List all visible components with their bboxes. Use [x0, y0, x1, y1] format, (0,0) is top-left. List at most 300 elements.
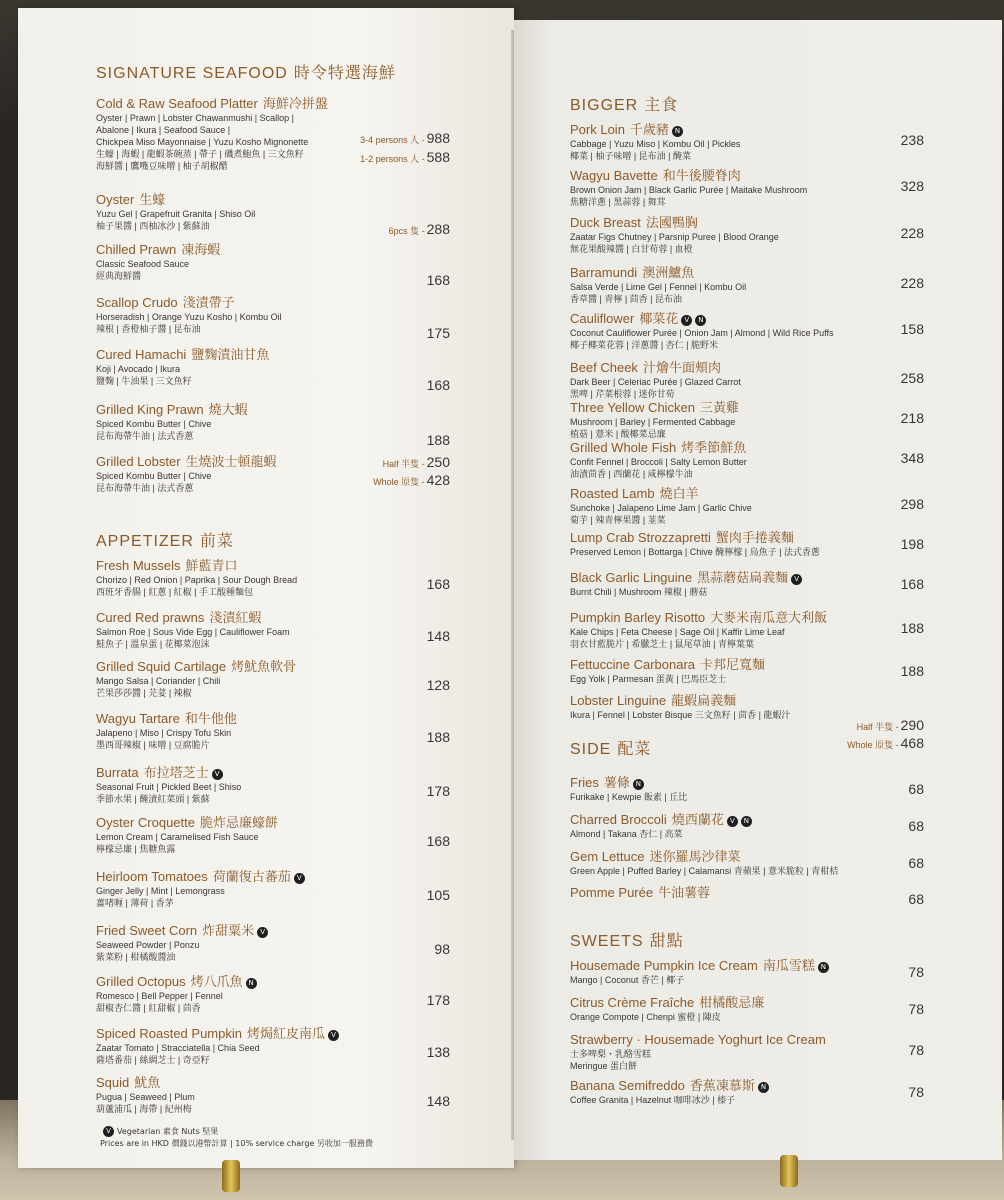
menu-item-price: [908, 855, 924, 871]
menu-page-right: [514, 20, 1002, 1160]
menu-item: [570, 657, 765, 685]
menu-item-name-en: Duck Breast: [570, 215, 641, 230]
menu-item-price: [389, 221, 450, 237]
menu-item-description: 羽衣甘藍脆片 | 希臘芝士 | 鼠尾草油 | 青檸葉葉: [570, 639, 755, 649]
menu-item-description: 椰子椰菜花蓉 | 洋蔥醬 | 杏仁 | 脆野米: [570, 340, 719, 350]
menu-item-price: [908, 1001, 924, 1017]
section-title-zh: 配菜: [617, 741, 652, 758]
menu-item-description: Seasonal Fruit | Pickled Beet | Shiso: [96, 782, 242, 792]
vegetarian-icon: V: [681, 315, 692, 326]
menu-item-description: Horseradish | Orange Yuzu Kosho | Kombu Oil: [96, 312, 282, 322]
menu-item-description: Pugua | Seaweed | Plum: [96, 1092, 195, 1102]
price-portion-label: Half 半隻 -: [382, 459, 425, 469]
price-value: 168: [426, 377, 450, 393]
menu-item-price: [427, 1044, 450, 1060]
menu-item-description: 昆布海帶牛油 | 法式香蔥: [96, 431, 194, 441]
price-value: 68: [908, 891, 924, 907]
section-title-en: SIGNATURE SEAFOOD: [96, 65, 288, 82]
price-value: 178: [426, 992, 450, 1008]
menu-item-price: [908, 781, 924, 797]
menu-item-name: [570, 122, 740, 138]
menu-item: [570, 440, 747, 480]
section-title-en: SIDE: [570, 741, 612, 758]
menu-item-name-en: Barramundi: [570, 265, 638, 280]
menu-item-name: [570, 885, 710, 901]
menu-item-name-zh: 燒白羊: [659, 486, 699, 501]
menu-item-price: [434, 941, 450, 957]
menu-item-name-zh: 淺漬紅蝦: [209, 610, 262, 625]
menu-item: [570, 570, 802, 598]
menu-item: [96, 558, 297, 598]
nuts-icon: N: [741, 816, 752, 827]
menu-item-name-zh: 三黃雞: [700, 400, 740, 415]
menu-item: [570, 486, 752, 526]
price-value: 468: [900, 735, 924, 751]
menu-item-name-en: Oyster Croquette: [96, 815, 195, 830]
menu-item-description: Zaatar Tomato | Stracciatella | Chia Seed: [96, 1043, 260, 1053]
menu-item: [96, 192, 255, 232]
menu-item-name-zh: 生燒波士頓龍蝦: [185, 454, 277, 469]
vegetarian-icon: V: [294, 873, 305, 884]
menu-item-description: Meringue 蛋白餅: [570, 1061, 638, 1071]
menu-item-price: [360, 149, 450, 165]
menu-item-name-en: Wagyu Bavette: [570, 168, 658, 183]
price-value: 158: [900, 321, 924, 337]
vegetarian-icon: V: [791, 574, 802, 585]
menu-item-price: [901, 370, 924, 386]
menu-item-name: [96, 558, 297, 574]
menu-item-description: Egg Yolk | Parmesan 蛋黃 | 巴馬臣芝士: [570, 674, 727, 684]
menu-item: [570, 265, 746, 305]
menu-item-description: 紫菜粉 | 柑橘酸醬油: [96, 952, 176, 962]
menu-item-description: Yuzu Gel | Grapefruit Granita | Shiso Oil: [96, 209, 256, 219]
nuts-icon: N: [818, 962, 829, 973]
vegetarian-icon: V: [727, 816, 738, 827]
menu-item-name-en: Housemade Pumpkin Ice Cream: [570, 958, 758, 973]
menu-item: [96, 1075, 195, 1115]
menu-item-name-zh: 烤焗紅皮南瓜: [246, 1026, 325, 1041]
menu-item-price: [847, 735, 924, 751]
menu-item-name-zh: 椰菜花: [639, 311, 679, 326]
menu-item-description: 生蠔 | 海蝦 | 龍蝦茶碗蒸 | 帶子 | 磯煮鮑魚 | 三文魚籽: [96, 149, 304, 159]
menu-item-name: [96, 192, 255, 208]
price-value: 288: [426, 221, 450, 237]
price-value: 78: [908, 1084, 924, 1100]
menu-item-description: Preserved Lemon | Bottarga | Chive 醃檸檬 | 烏魚子 | 法式香蔥: [570, 547, 820, 557]
menu-item-description: 焦糖洋蔥 | 黑蒜蓉 | 舞茸: [570, 197, 666, 207]
menu-item-price: [901, 663, 924, 679]
menu-item: [570, 530, 820, 558]
price-value: 138: [426, 1044, 450, 1060]
menu-item-price: [427, 729, 450, 745]
menu-item-name-en: Burrata: [96, 765, 139, 780]
menu-item-description: Mango | Coconut 香芒 | 椰子: [570, 975, 685, 985]
menu-item-name: [570, 958, 829, 974]
vegetarian-icon: V: [103, 1126, 114, 1137]
menu-item-name-en: Cured Red prawns: [96, 610, 205, 625]
menu-item-description: 油漬茴香 | 西蘭花 | 咸檸檬牛油: [570, 469, 693, 479]
menu-item-name-zh: 澳洲鱸魚: [642, 265, 695, 280]
menu-item-description: Brown Onion Jam | Black Garlic Purée | Maitake Mushroom: [570, 185, 808, 195]
menu-stand-left: [222, 1160, 240, 1192]
menu-item-description: 經典海鮮醬: [96, 271, 142, 281]
menu-item: [96, 974, 257, 1014]
menu-item-description: Green Apple | Puffed Barley | Calamansi 青蘋果 | 薏米脆粒 | 青柑桔: [570, 866, 839, 876]
menu-item-price: [901, 620, 924, 636]
menu-item: [96, 1026, 339, 1066]
menu-item-name: [570, 657, 765, 673]
menu-item-name: [96, 295, 282, 311]
menu-item-price: [908, 964, 924, 980]
price-value: 188: [900, 663, 924, 679]
menu-item-name: [570, 995, 764, 1011]
menu-item-name: [96, 923, 268, 939]
price-value: 290: [900, 717, 924, 733]
menu-item-name-en: Fries: [570, 775, 599, 790]
menu-item-price: [901, 536, 924, 552]
price-value: 218: [900, 410, 924, 426]
menu-item-description: Abalone | Ikura | Seafood Sauce |: [96, 125, 231, 135]
menu-item-name-zh: 黑蒜蘑菇扁義麵: [697, 570, 789, 585]
menu-item-description: 甜椒杏仁醬 | 紅甜椒 | 茴香: [96, 1003, 201, 1013]
menu-item-name: [570, 440, 747, 456]
menu-item-name-en: Grilled Whole Fish: [570, 440, 677, 455]
menu-item-description: Classic Seafood Sauce: [96, 259, 190, 269]
menu-item-description: Jalapeno | Miso | Crispy Tofu Skin: [96, 728, 232, 738]
section-title-zh: 甜點: [649, 933, 684, 950]
menu-item: [96, 711, 237, 751]
footer-note: Prices are in HKD 價錢以港幣計算 | 10% service charge 另收加一服務費: [100, 1139, 373, 1148]
price-value: 188: [900, 620, 924, 636]
menu-item-name: [96, 974, 257, 990]
menu-item-name-en: Pumpkin Barley Risotto: [570, 610, 706, 625]
price-portion-label: 3-4 persons 人 -: [360, 135, 425, 145]
menu-item-price: [427, 677, 450, 693]
menu-item: [570, 995, 764, 1023]
menu-item-price: [427, 325, 450, 341]
menu-item-name: [570, 570, 802, 586]
menu-item-name: [570, 168, 807, 184]
menu-item-description: 柚子果醬 | 西柚冰沙 | 紫蘇油: [96, 221, 210, 231]
menu-item-name: [570, 849, 838, 865]
menu-item-description: Spiced Kombu Butter | Chive: [96, 419, 212, 429]
price-value: 328: [900, 178, 924, 194]
menu-item-name-en: Squid: [96, 1075, 130, 1090]
menu-item-price: [908, 1042, 924, 1058]
menu-item-name-en: Banana Semifreddo: [570, 1078, 685, 1093]
menu-item-name-en: Grilled Lobster: [96, 454, 181, 469]
price-value: 588: [426, 149, 450, 165]
menu-item: [570, 400, 739, 440]
menu-item-name-en: Grilled Squid Cartilage: [96, 659, 227, 674]
menu-item-name-zh: 烤魷魚軟骨: [231, 659, 297, 674]
price-value: 148: [426, 628, 450, 644]
menu-item-description: 西班牙香腸 | 紅蔥 | 紅椒 | 手工酸種麵包: [96, 587, 254, 597]
menu-item: [570, 1078, 769, 1106]
menu-item: [570, 122, 740, 162]
menu-item-description: 海鮮醬 | 鷹嘴豆味噌 | 柚子胡椒醋: [96, 161, 228, 171]
section-title-en: SWEETS: [570, 933, 644, 950]
menu-item: [570, 849, 838, 877]
price-value: 348: [900, 450, 924, 466]
menu-item-price: [427, 783, 450, 799]
price-value: 68: [908, 781, 924, 797]
menu-item-description: 士多啤梨・乳酪雪糕: [570, 1049, 652, 1059]
menu-item-price: [373, 472, 450, 488]
menu-item-description: Ikura | Fennel | Lobster Bisque 三文魚籽 | 茴香 | 龍蝦汁: [570, 710, 791, 720]
menu-item-description: Spiced Kombu Butter | Chive: [96, 471, 212, 481]
menu-item-description: Salsa Verde | Lime Gel | Fennel | Kombu Oil: [570, 282, 747, 292]
menu-item-description: Romesco | Bell Pepper | Fennel: [96, 991, 223, 1001]
menu-item-price: [901, 275, 924, 291]
menu-item-price: [857, 717, 924, 733]
footer-legend: Vegetarian 素食 Nuts 堅果: [117, 1127, 219, 1136]
menu-item-name-zh: 法國鴨胸: [645, 215, 698, 230]
menu-item-price: [908, 1084, 924, 1100]
menu-item-description: Lemon Cream | Caramelised Fish Sauce: [96, 832, 259, 842]
menu-item-description: Mango Salsa | Coriander | Chili: [96, 676, 221, 686]
section-title: [570, 736, 651, 759]
menu-item-name: [570, 486, 752, 502]
menu-page-left: [18, 8, 514, 1168]
menu-item-name-zh: 布拉塔芝士: [143, 765, 209, 780]
menu-item-name: [96, 242, 220, 258]
menu-item-description: 鮭魚子 | 溫泉蛋 | 花椰菜泡沫: [96, 639, 210, 649]
price-portion-label: Whole 原隻 -: [373, 477, 425, 487]
menu-item-description: Sunchoke | Jalapeno Lime Jam | Garlic Chive: [570, 503, 752, 513]
menu-item-name-en: Three Yellow Chicken: [570, 400, 696, 415]
price-value: 168: [426, 833, 450, 849]
price-value: 68: [908, 818, 924, 834]
menu-item-name-en: Lump Crab Strozzapretti: [570, 530, 711, 545]
menu-item-name-zh: 鹽麴漬油甘魚: [191, 347, 270, 362]
price-value: 250: [426, 454, 450, 470]
menu-item-description: Orange Compote | Chenpi 蜜橙 | 陳皮: [570, 1012, 721, 1022]
menu-item-name: [570, 610, 827, 626]
menu-item: [570, 885, 710, 901]
menu-item-price: [427, 272, 450, 288]
menu-item-name: [570, 311, 833, 327]
menu-item-name: [570, 1078, 769, 1094]
menu-item-description: 薩塔番茄 | 絲綢芝士 | 奇亞籽: [96, 1055, 210, 1065]
menu-item-name-zh: 大麥米南瓜意大利飯: [710, 610, 828, 625]
menu-item-name-en: Grilled King Prawn: [96, 402, 204, 417]
menu-item-price: [427, 628, 450, 644]
menu-item-name-zh: 柑橘酸忌廉: [699, 995, 765, 1010]
price-value: 168: [426, 576, 450, 592]
menu-item-name: [570, 1032, 826, 1048]
menu-item-name-en: Charred Broccoli: [570, 812, 667, 827]
menu-item-name: [96, 347, 269, 363]
price-value: 128: [426, 677, 450, 693]
menu-item-description: Coffee Granita | Hazelnut 咖啡冰沙 | 榛子: [570, 1095, 736, 1105]
menu-item-description: 墨西哥辣椒 | 味噌 | 豆腐脆片: [96, 740, 210, 750]
section-title: [96, 528, 234, 551]
menu-item-name-en: Spiced Roasted Pumpkin: [96, 1026, 242, 1041]
section-title-en: BIGGER: [570, 97, 639, 114]
menu-item: [96, 765, 241, 805]
menu-item-name-en: Fresh Mussels: [96, 558, 181, 573]
menu-item-name: [96, 402, 248, 418]
menu-item-description: Chickpea Miso Mayonnaise | Yuzu Kosho Mignonette: [96, 137, 309, 147]
menu-item-name-zh: 薯條: [603, 775, 630, 790]
menu-item-description: 季節水果 | 醃漬紅菜頭 | 紫蘇: [96, 794, 210, 804]
menu-item-description: Salmon Roe | Sous Vide Egg | Cauliflower Foam: [96, 627, 290, 637]
menu-item-price: [383, 454, 450, 470]
menu-item: [570, 775, 687, 803]
menu-item-description: 薑啫喱 | 薄荷 | 香茅: [96, 898, 174, 908]
menu-item-name: [96, 711, 237, 727]
price-value: 258: [900, 370, 924, 386]
menu-item-description: Chorizo | Red Onion | Paprika | Sour Dough Bread: [96, 575, 298, 585]
menu-item-description: Coconut Cauliflower Purée | Onion Jam | Almond | Wild Rice Puffs: [570, 328, 834, 338]
menu-item-name-zh: 燒西蘭花: [671, 812, 724, 827]
price-value: 175: [426, 325, 450, 341]
menu-item: [570, 311, 833, 351]
menu-item-name: [96, 1026, 339, 1042]
price-portion-label: 1-2 persons 人 -: [360, 154, 425, 164]
nuts-icon: N: [672, 126, 683, 137]
price-value: 168: [426, 272, 450, 288]
price-value: 298: [900, 496, 924, 512]
menu-item-name-zh: 香蕉凍慕斯: [689, 1078, 755, 1093]
menu-stand-right: [780, 1155, 798, 1187]
menu-item-name-en: Strawberry · Housemade Yoghurt Ice Cream: [570, 1032, 826, 1047]
menu-item: [570, 168, 807, 208]
menu-item-name-en: Heirloom Tomatoes: [96, 869, 208, 884]
menu-item-description: Zaatar Figs Chutney | Parsnip Puree | Blood Orange: [570, 232, 779, 242]
menu-item-price: [901, 225, 924, 241]
menu-item-description: 昆布海帶牛油 | 法式香蔥: [96, 483, 194, 493]
menu-item-price: [427, 833, 450, 849]
menu-item: [570, 610, 827, 650]
menu-item: [570, 360, 741, 400]
menu-item-name-zh: 脆炸忌廉蠔餅: [200, 815, 279, 830]
menu-item-description: Dark Beer | Celeriac Purée | Glazed Carrot: [570, 377, 741, 387]
menu-item-name-zh: 鮮藍青口: [185, 558, 238, 573]
menu-item-description: Cabbage | Yuzu Miso | Kombu Oil | Pickles: [570, 139, 741, 149]
menu-item-description: Confit Fennel | Broccoli | Salty Lemon Butter: [570, 457, 747, 467]
menu-item-name-en: Gem Lettuce: [570, 849, 645, 864]
section-title: [570, 92, 678, 115]
menu-item-description: 植菇 | 薏米 | 酸椰菜忌廉: [570, 429, 666, 439]
menu-item-price: [901, 178, 924, 194]
menu-item-name-en: Scallop Crudo: [96, 295, 178, 310]
menu-item-name-zh: 和牛後腰脊肉: [662, 168, 741, 183]
vegetarian-icon: V: [212, 769, 223, 780]
menu-item-description: Seaweed Powder | Ponzu: [96, 940, 200, 950]
nuts-icon: N: [246, 978, 257, 989]
menu-item-name-en: Fettuccine Carbonara: [570, 657, 696, 672]
menu-item-name-zh: 龍蝦扁義麵: [671, 693, 737, 708]
menu-item-price: [427, 887, 450, 903]
menu-item-name-zh: 魷魚: [134, 1075, 161, 1090]
section-title-en: APPETIZER: [96, 533, 194, 550]
menu-item-price: [901, 321, 924, 337]
menu-item-description: 椰菜 | 柚子味噌 | 昆布油 | 醃菜: [570, 151, 692, 161]
menu-item: [96, 347, 269, 387]
menu-item-name-zh: 淺漬帶子: [182, 295, 235, 310]
section-title: [570, 928, 684, 951]
vegetarian-icon: V: [257, 927, 268, 938]
section-title: [96, 60, 396, 83]
menu-item-name: [96, 815, 278, 831]
menu-item-name-zh: 汁燴牛面頰肉: [642, 360, 721, 375]
menu-item: [96, 659, 296, 699]
price-value: 78: [908, 964, 924, 980]
price-value: 228: [900, 225, 924, 241]
menu-item: [96, 402, 248, 442]
nuts-icon: N: [695, 315, 706, 326]
menu-item-name: [570, 360, 741, 376]
menu-item-description: 黑啤 | 芹菜根蓉 | 迷你甘荀: [570, 389, 675, 399]
menu-item-name: [570, 265, 746, 281]
menu-item-name: [570, 693, 790, 709]
menu-item-price: [901, 450, 924, 466]
menu-item-description: Almond | Takana 杏仁 | 高菜: [570, 829, 683, 839]
section-title-zh: 前菜: [199, 533, 234, 550]
menu-item-name-zh: 卡邦尼寬麵: [700, 657, 766, 672]
menu-item-price: [427, 1093, 450, 1109]
section-title-zh: 時令特選海鮮: [293, 65, 396, 82]
menu-item-description: Burnt Chili | Mushroom 辣椒 | 蘑菇: [570, 587, 708, 597]
menu-item-name-en: Cauliflower: [570, 311, 635, 326]
menu-item-price: [427, 576, 450, 592]
price-value: 238: [900, 132, 924, 148]
menu-item-price: [360, 130, 450, 146]
price-value: 188: [426, 729, 450, 745]
price-value: 178: [426, 783, 450, 799]
menu-item-name-en: Grilled Octopus: [96, 974, 186, 989]
menu-item-description: 無花果酸辣醬 | 白甘荀蓉 | 血橙: [570, 244, 693, 254]
price-value: 78: [908, 1042, 924, 1058]
menu-item-name-zh: 海鮮冷拼盤: [262, 96, 328, 111]
price-value: 988: [426, 130, 450, 146]
menu-item-name-en: Cold & Raw Seafood Platter: [96, 96, 258, 111]
menu-item: [96, 869, 305, 909]
menu-item-description: 菊芋 | 辣青檸果醬 | 韮菜: [570, 515, 666, 525]
menu-item-price: [901, 496, 924, 512]
menu-item-name-en: Pork Loin: [570, 122, 625, 137]
menu-item-description: 香草醬 | 青檸 | 茴香 | 昆布油: [570, 294, 683, 304]
menu-item-price: [901, 410, 924, 426]
menu-item-name: [570, 775, 687, 791]
menu-item: [96, 242, 220, 282]
menu-item: [96, 923, 268, 963]
menu-item-name-zh: 凍海蝦: [181, 242, 221, 257]
menu-item-name: [96, 454, 277, 470]
menu-item-name-zh: 烤八爪魚: [190, 974, 243, 989]
menu-item-name-zh: 和牛他他: [184, 711, 237, 726]
price-value: 68: [908, 855, 924, 871]
menu-item-name: [96, 765, 241, 781]
menu-item-description: 芒果莎莎醬 | 芫荽 | 辣椒: [96, 688, 192, 698]
menu-item-name-en: Black Garlic Linguine: [570, 570, 693, 585]
menu-item-description: 葫蘆浦瓜 | 海帶 | 紀州梅: [96, 1104, 192, 1114]
menu-item-name-en: Beef Cheek: [570, 360, 638, 375]
menu-item: [96, 610, 290, 650]
menu-item-description: Ginger Jelly | Mint | Lemongrass: [96, 886, 225, 896]
menu-item: [570, 693, 790, 721]
menu-item-name-en: Wagyu Tartare: [96, 711, 180, 726]
menu-item-name-en: Roasted Lamb: [570, 486, 655, 501]
menu-item-name-zh: 燒大蝦: [208, 402, 248, 417]
menu-item: [96, 295, 282, 335]
menu-item-name-en: Lobster Linguine: [570, 693, 667, 708]
menu-item-description: Furikake | Kewpie 飯素 | 丘比: [570, 792, 688, 802]
menu-item-description: 辣根 | 香橙柚子醬 | 昆布油: [96, 324, 201, 334]
menu-item-name-zh: 生蠔: [139, 192, 166, 207]
